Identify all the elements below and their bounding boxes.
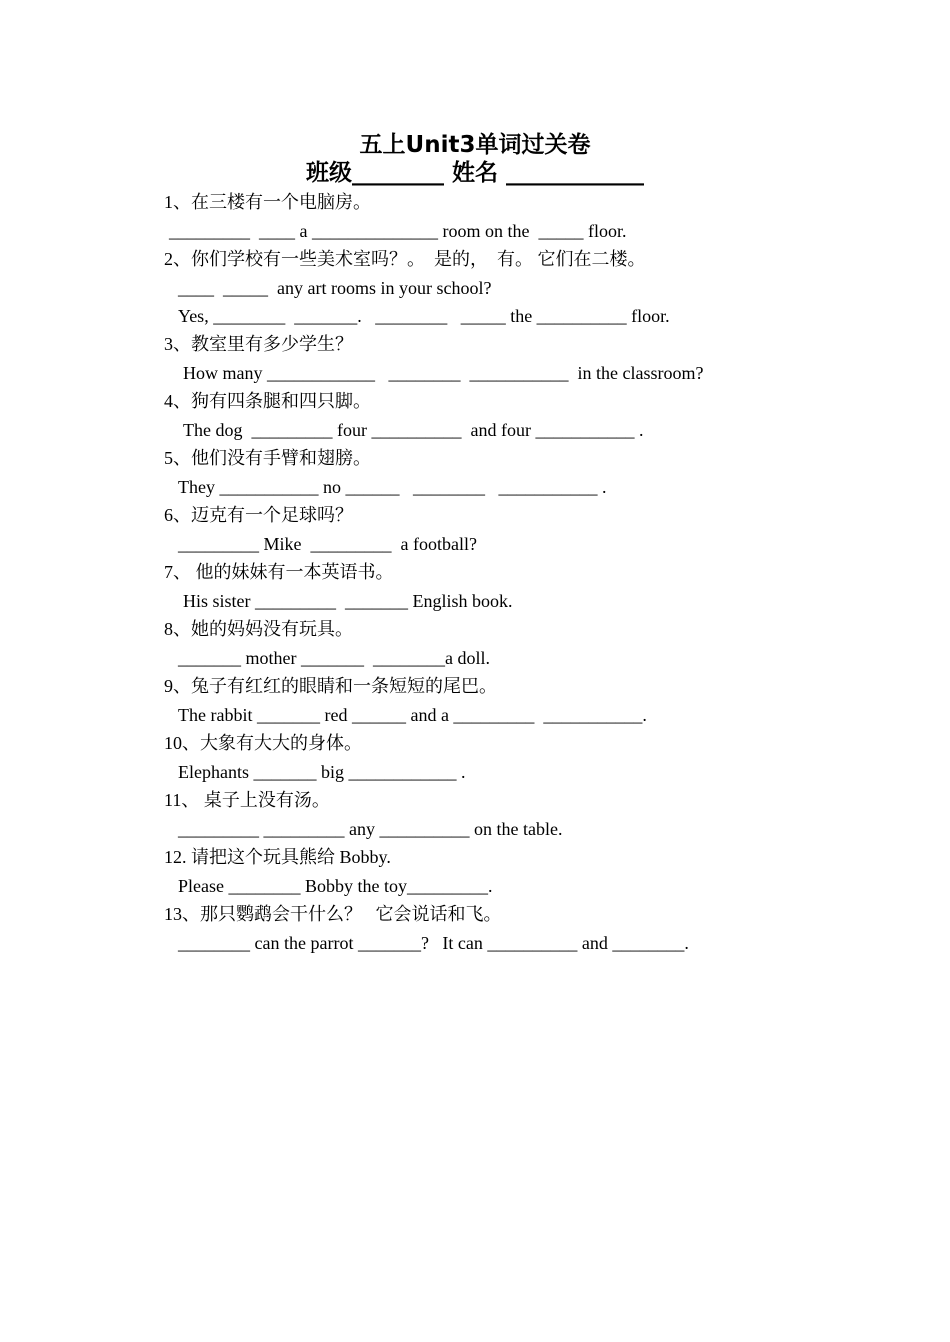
question-prompt: 10、大象有大大的身体。 — [164, 733, 362, 753]
question-prompt: 1、在三楼有一个电脑房。 — [164, 192, 371, 212]
answer-line: The rabbit _______ red ______ and a _________ ___________. — [178, 705, 647, 725]
answer-line: _________ Mike _________ a football? — [178, 534, 477, 554]
question-prompt: 9、兔子有红红的眼睛和一条短短的尾巴。 — [164, 676, 497, 696]
answer-line: How many ____________ ________ ___________ in the classroom? — [183, 363, 704, 383]
answer-line: ____ _____ any art rooms in your school? — [178, 278, 492, 298]
worksheet-title: 五上Unit3单词过关卷 — [359, 132, 591, 158]
answer-line: Elephants _______ big ____________ . — [178, 762, 466, 782]
question-prompt: 4、狗有四条腿和四只脚。 — [164, 391, 371, 411]
answer-line: The dog _________ four __________ and four ___________ . — [183, 420, 644, 440]
answer-line: _________ _________ any __________ on the table. — [178, 819, 563, 839]
answer-line: _______ mother _______ ________a doll. — [178, 648, 490, 668]
question-prompt: 3、教室里有多少学生？ — [164, 334, 353, 354]
question-prompt: 5、他们没有手臂和翅膀。 — [164, 448, 371, 468]
answer-line: ________ can the parrot _______? It can __________ and ________. — [178, 933, 689, 953]
answer-line: Please ________ Bobby the toy_________. — [178, 876, 493, 896]
question-prompt: 13、那只鹦鹉会干什么？ 它会说话和飞。 — [164, 904, 502, 924]
answer-line: _________ ____ a ______________ room on the _____ floor. — [169, 221, 627, 241]
question-prompt: 7、 他的妹妹有一本英语书。 — [164, 562, 394, 582]
class-name-line: 班级________ 姓名 ____________ — [305, 160, 644, 186]
answer-line: They ___________ no ______ ________ ___________ . — [178, 477, 607, 497]
answer-line: His sister _________ _______ English book. — [183, 591, 513, 611]
question-prompt: 12. 请把这个玩具熊给 Bobby. — [164, 847, 391, 867]
question-prompt: 2、你们学校有一些美术室吗？。 是的， 有。 它们在二楼。 — [164, 249, 646, 269]
question-prompt: 11、 桌子上没有汤。 — [164, 790, 330, 810]
question-prompt: 6、迈克有一个足球吗？ — [164, 505, 353, 525]
answer-line: Yes, ________ _______. ________ _____ the __________ floor. — [178, 306, 670, 326]
question-prompt: 8、她的妈妈没有玩具。 — [164, 619, 353, 639]
